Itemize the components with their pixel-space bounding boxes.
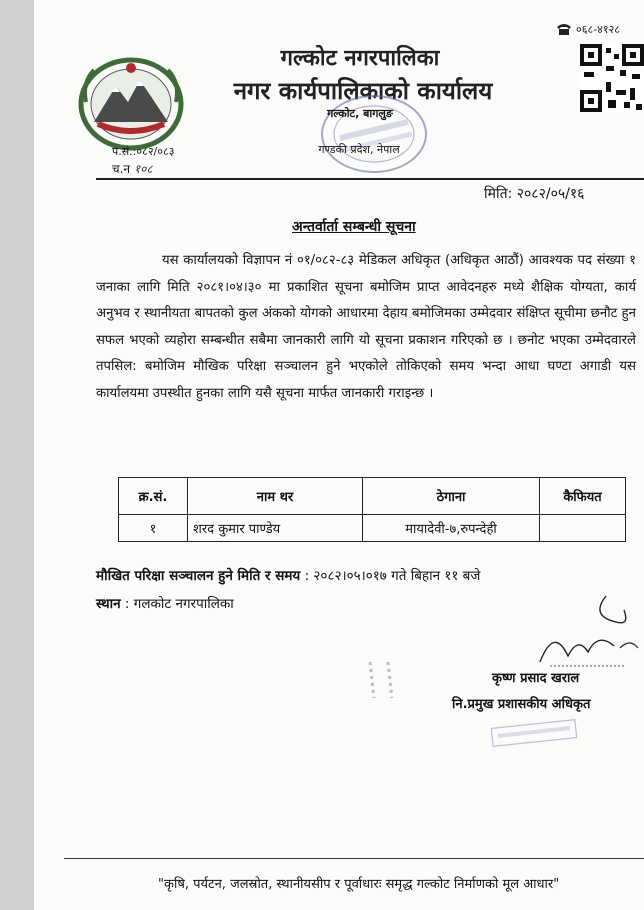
office-seal-stamp-icon [318,92,430,176]
candidate-table [118,477,626,542]
header-divider [96,178,644,180]
telephone-icon [556,22,572,35]
scan-smudge [362,658,404,702]
phone-number: ०६८-४१२८ [576,23,621,36]
exam-schedule-label: मौखित परिक्षा सञ्चालन हुने मिति र समय [96,568,301,584]
dispatch-label: च.न [112,162,131,176]
exam-venue-value: : गलकोट नगरपालिका [124,596,234,612]
cell-address: मायादेवी-७,रुपन्देही [363,515,540,542]
notice-body: यस कार्यालयको विज्ञापन नं ०१/०८२-८३ मेडिकल अधिकृत (अधिकृत आठौं) आवश्यक पद संख्या १ जनाका लागि मिति २०८१।०४।३० मा प्रकाशित सूचना बमोजिम प्राप्त आवेदनहरु मध्ये शैक्षिक योग्यता, कार्य अनुभव र स्थानीयता बापतको कुल अंकको योगको आधारमा देहाय बमोजिमका उम्मेदवार संक्षिप्त सूचीमा छनौट हुन सफल भएको व्यहोरा सम्बन्धीत सबैमा जानकारी लागि यो सूचना प्रकाशन गरिएको छ । छनोट भएका उम्मेदवारले तपसिल: बमोजिम मौखिक परिक्षा सञ्चालन हुने भएकोले तोकिएको समय भन्दा आधा घण्टा अगाडी यस कार्यालयमा उपस्थीत हुनका लागि यसै सूचना मार्फत जानकारी गराइन्छ । [96,253,636,401]
table-header-row [119,478,626,515]
cell-name: शरद कुमार पाण्डेय [188,515,363,542]
nepal-emblem-icon [72,52,190,152]
header-office-name: नगर कार्यपालिकाको कार्यालय [233,77,493,105]
notice-title: अन्तर्वार्ता सम्बन्धी सूचना [292,219,416,235]
officer-stamp-icon [490,718,578,748]
column-header-name: नाम थर [188,478,363,515]
exam-venue-label: स्थान [96,596,121,612]
column-header-address: ठेगाना [363,478,540,515]
scan-shadow-band [0,0,34,910]
signatory-post: नि.प्रमुख प्रशासकीय अधिकृत [452,697,591,712]
table-row [119,515,626,542]
column-header-remarks: कैफियत [540,478,626,515]
exam-venue [96,594,234,612]
footer-divider [64,858,644,859]
footer-motto: "कृषि, पर्यटन, जलस्रोत, स्थानीयसीप र पूर्वाधारः समृद्ध गल्कोट निर्माणको मूल आधार" [158,877,560,892]
header-province: गण्डकी प्रदेश, नेपाल [318,143,400,156]
qr-code-icon [580,44,644,112]
notice-date: मिति: २०८२/०५/१६ [484,186,585,202]
cell-remarks [540,515,626,542]
header-address: गल्कोट, बागलुङ [327,107,393,120]
reference-number: प.सं.:०८२/०८३ [112,145,175,158]
exam-schedule-value: : २०८२।०५।०१७ गते बिहान ११ बजे [304,568,481,584]
dispatch-number [112,160,153,177]
column-header-serial: क्र.सं. [119,478,188,515]
cell-serial: १ [119,515,188,542]
exam-schedule [96,566,480,584]
header-municipality-name: गल्कोट नगरपालिका [280,46,440,71]
signatory-name: कृष्ण प्रसाद खराल [492,671,580,686]
dispatch-value: १०८ [133,162,153,176]
